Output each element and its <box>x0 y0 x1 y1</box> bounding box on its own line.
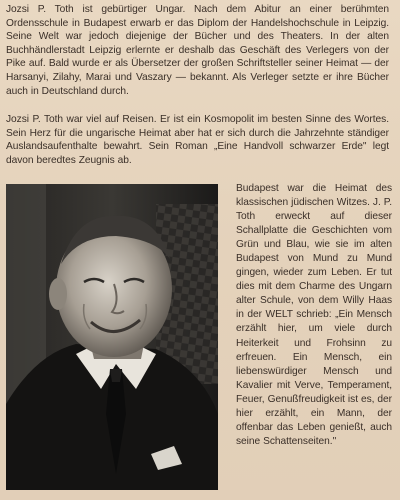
portrait-photo-icon <box>6 184 218 490</box>
paragraph-record-description: Budapest war die Heimat des klassischen jüdischen Witzes. J. P. Toth erweckt auf dieser Schallplatte die Geschichten vom Grün und Blau, wie sie im alten Budapest von Mund zu Mund gingen, wieder zum Leben. Er tut dies mit dem Charme des Ungarn alter Schule, von dem Willy Haas in der WELT schrieb: „Ein Mensch erzählt hier, um viele durch Heiterkeit und Frohsinn zu erfreuen. Ein Mensch, ein liebenswürdiger Mensch und Kavalier mit Verve, Temperament, Feuer, Genußfreudigkeit ist es, der hier erzählt, ein Mann, der offenbar das Leben genießt, auch seine Schattenseiten." <box>236 183 392 447</box>
paragraph-biography: Jozsi P. Toth ist gebürtiger Ungar. Nach dem Abitur an einer berühmten Ordensschule in Budapest erwarb er das Diplom der Handelshochschule in Leipzig. Seine Welt war jedoch diejenige der Bücher und des Theaters. In der alten Buchhändlerstadt Leipzig erlernte er deshalb das Geschäft des Verlegers von der Pike auf. Bald wurde er als Übersetzer der großen Schriftsteller seiner Heimat — der Harsanyi, Zilahy, Marai und Vaszary — bekannt. Als Verleger setzte er ihre Bücher auch in Deutschland durch. <box>6 4 389 97</box>
paragraph-travels: Jozsi P. Toth war viel auf Reisen. Er ist ein Kosmopolit im besten Sinne des Wortes. Sein Herz für die ungarische Heimat aber hat er sich durch die Jahrzehnte ständiger Auslandsaufenthalte bewahrt. Sein Roman „Eine Handvoll schwarzer Erde" legt davon beredtes Zeugnis ab. <box>6 114 389 166</box>
